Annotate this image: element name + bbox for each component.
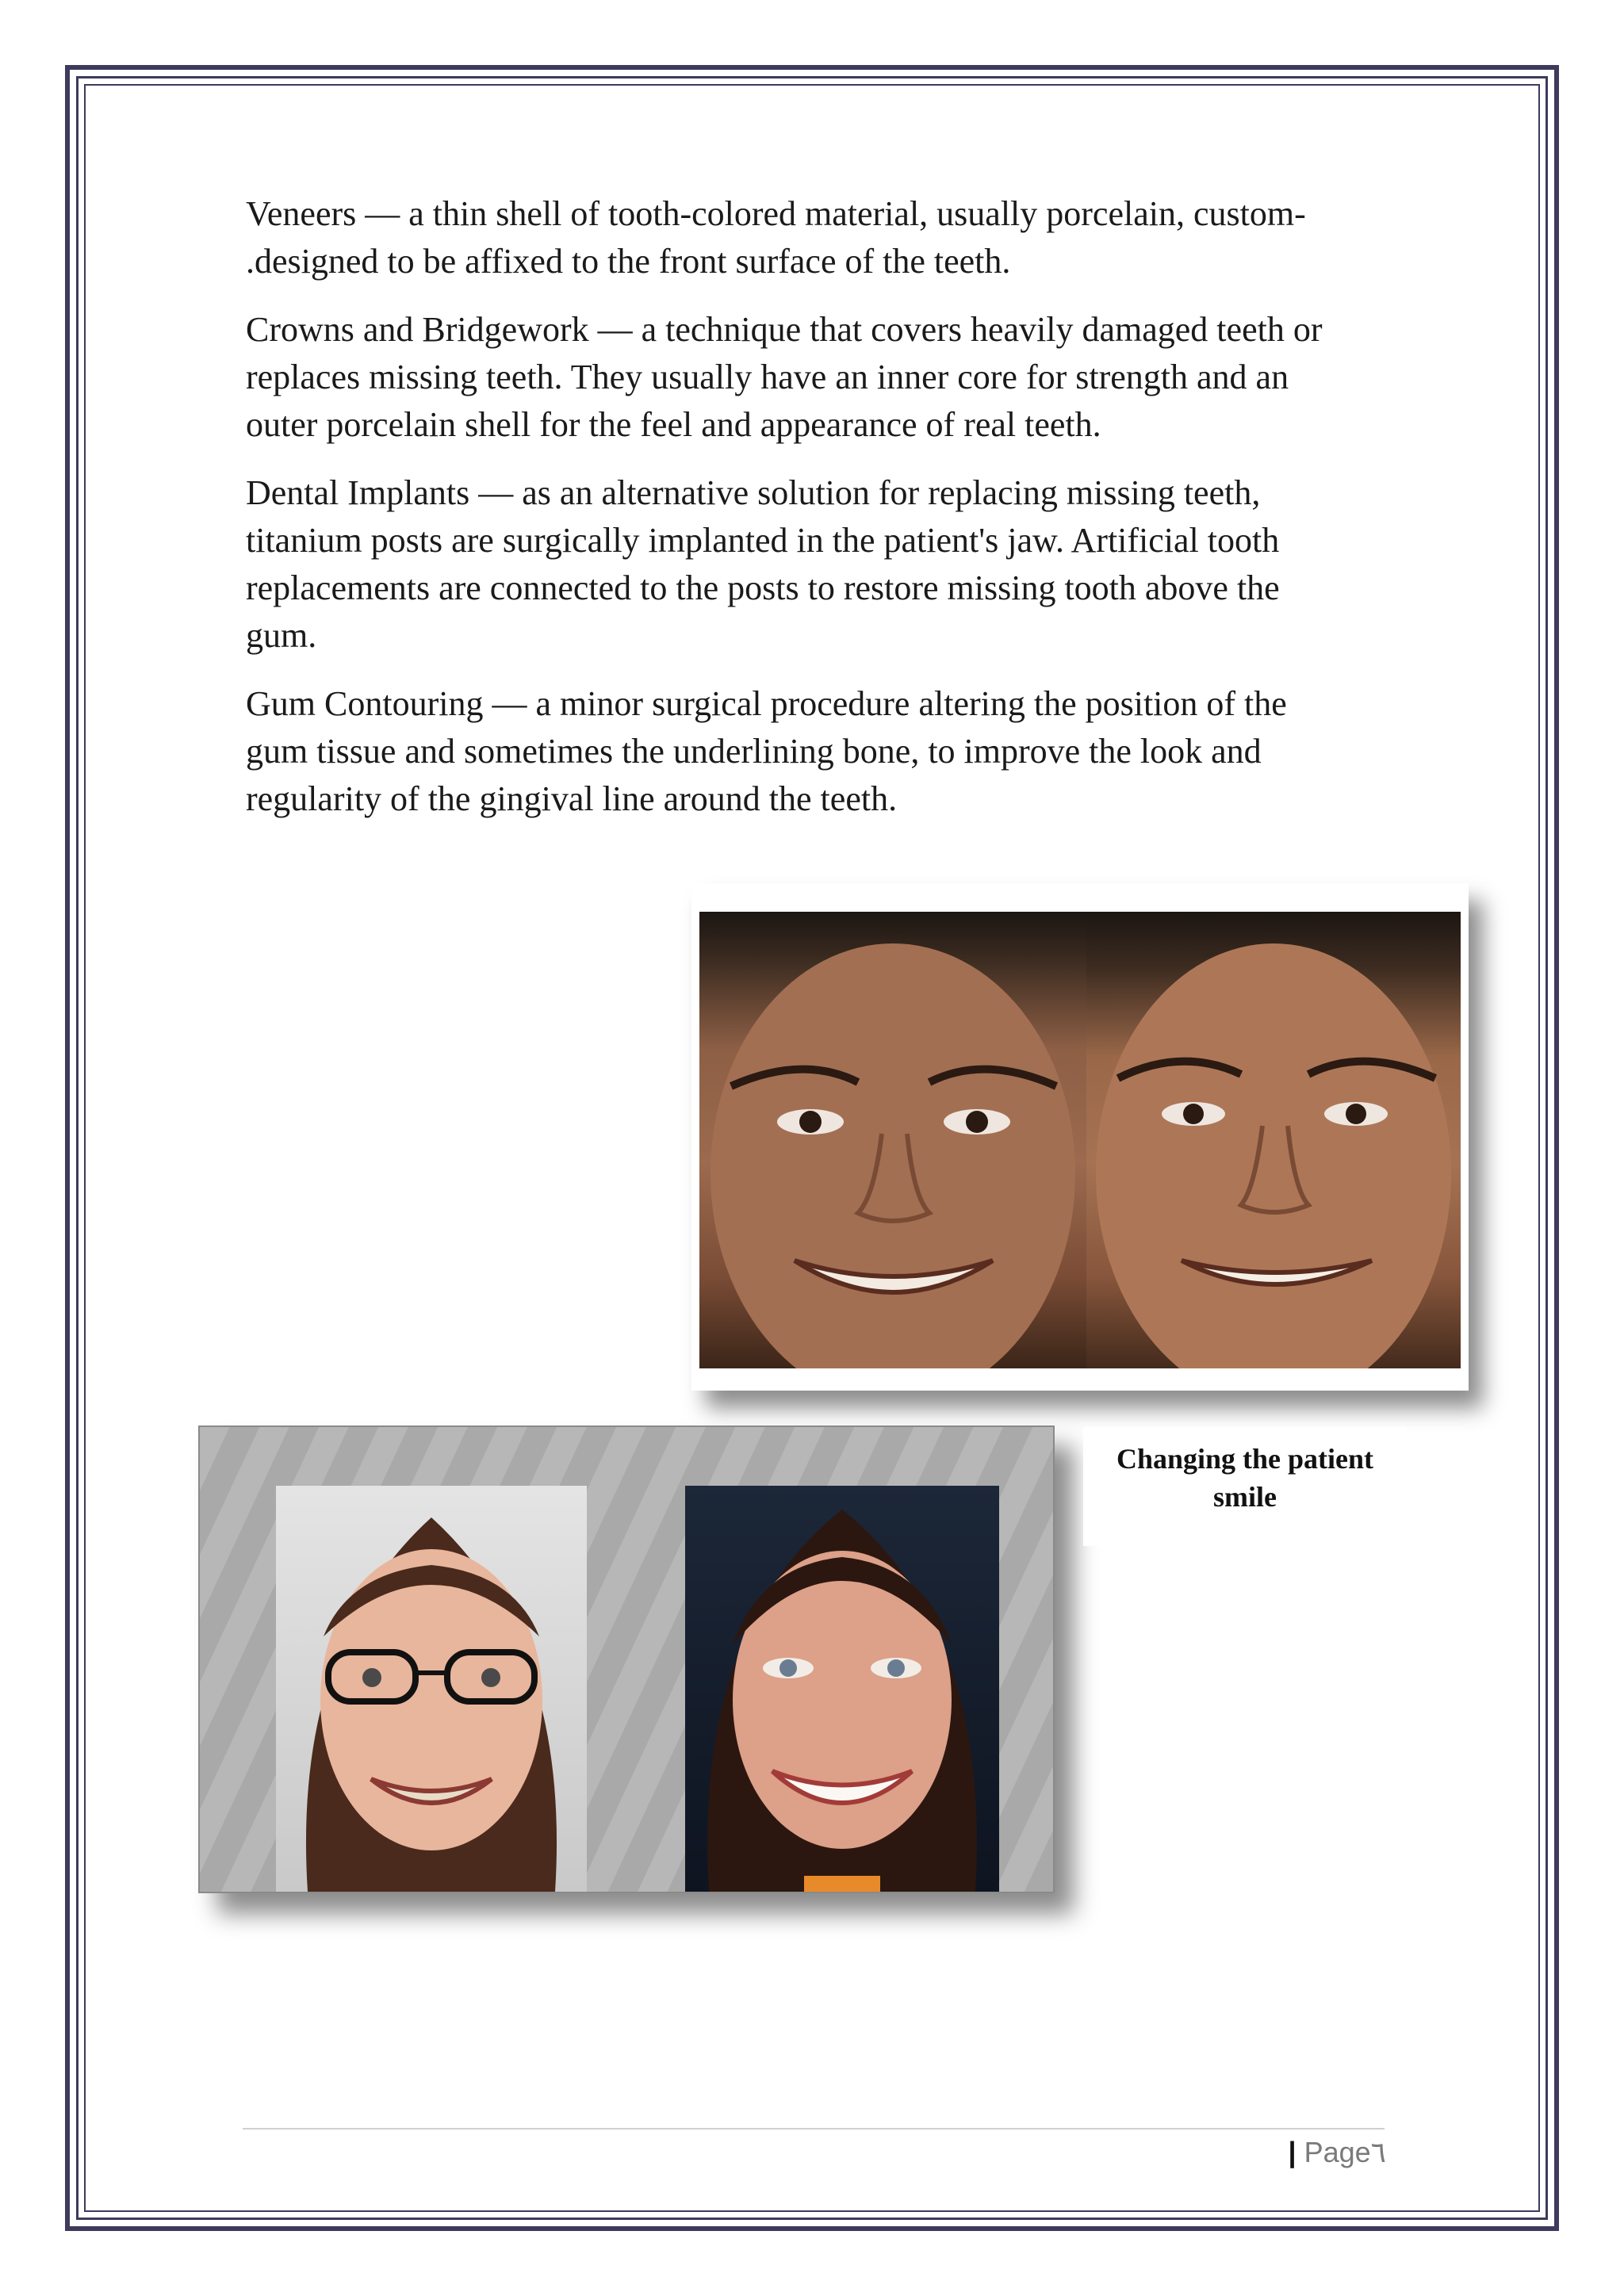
text-line: gum.	[246, 616, 317, 655]
before-after-photo-2	[198, 1425, 1055, 1893]
face-illustration	[1086, 912, 1461, 1368]
portrait-photo-after	[685, 1486, 999, 1892]
text-line: Veneers — a thin shell of tooth-colored material, usually porcelain, custom-	[246, 194, 1306, 233]
page-number-bar: |	[1288, 2136, 1297, 2168]
photo-caption	[1083, 1427, 1407, 1546]
text-line: replacements are connected to the posts to restore missing tooth above the	[246, 568, 1280, 607]
text-line: Gum Contouring — a minor surgical procedure altering the position of the	[246, 684, 1287, 723]
body-text	[246, 190, 1451, 844]
portrait-illustration	[685, 1486, 999, 1892]
text-line: Crowns and Bridgework — a technique that covers heavily damaged teeth or	[246, 310, 1323, 349]
paragraph-dental-implants	[246, 469, 1451, 660]
page-number-value: ٦	[1370, 2136, 1386, 2168]
paragraph-gum-contouring	[246, 680, 1451, 823]
paragraph-veneers	[246, 190, 1451, 285]
page-label: Page	[1304, 2136, 1371, 2168]
text-line: replaces missing teeth. They usually have an inner core for strength and an	[246, 358, 1289, 396]
portrait-photo-before	[276, 1486, 587, 1892]
text-line: .designed to be affixed to the front surface of the teeth.	[246, 242, 1011, 281]
before-after-photo-1	[691, 883, 1469, 1391]
portrait-illustration	[276, 1486, 587, 1892]
page-number	[1289, 2136, 1387, 2169]
face-photo-before	[699, 912, 1086, 1368]
face-illustration	[699, 912, 1086, 1368]
text-line: regularity of the gingival line around the teeth.	[246, 779, 898, 818]
text-line: outer porcelain shell for the feel and appearance of real teeth.	[246, 405, 1101, 444]
caption-line: smile	[1213, 1481, 1277, 1513]
caption-line: Changing the patient	[1116, 1443, 1374, 1475]
face-photo-after	[1086, 912, 1461, 1368]
footer-divider	[243, 2128, 1385, 2130]
text-line: titanium posts are surgically implanted in the patient's jaw. Artificial tooth	[246, 521, 1280, 560]
text-line: gum tissue and sometimes the underlining bone, to improve the look and	[246, 732, 1262, 771]
text-line: Dental Implants — as an alternative solution for replacing missing teeth,	[246, 473, 1261, 512]
paragraph-crowns-bridgework	[246, 306, 1451, 449]
